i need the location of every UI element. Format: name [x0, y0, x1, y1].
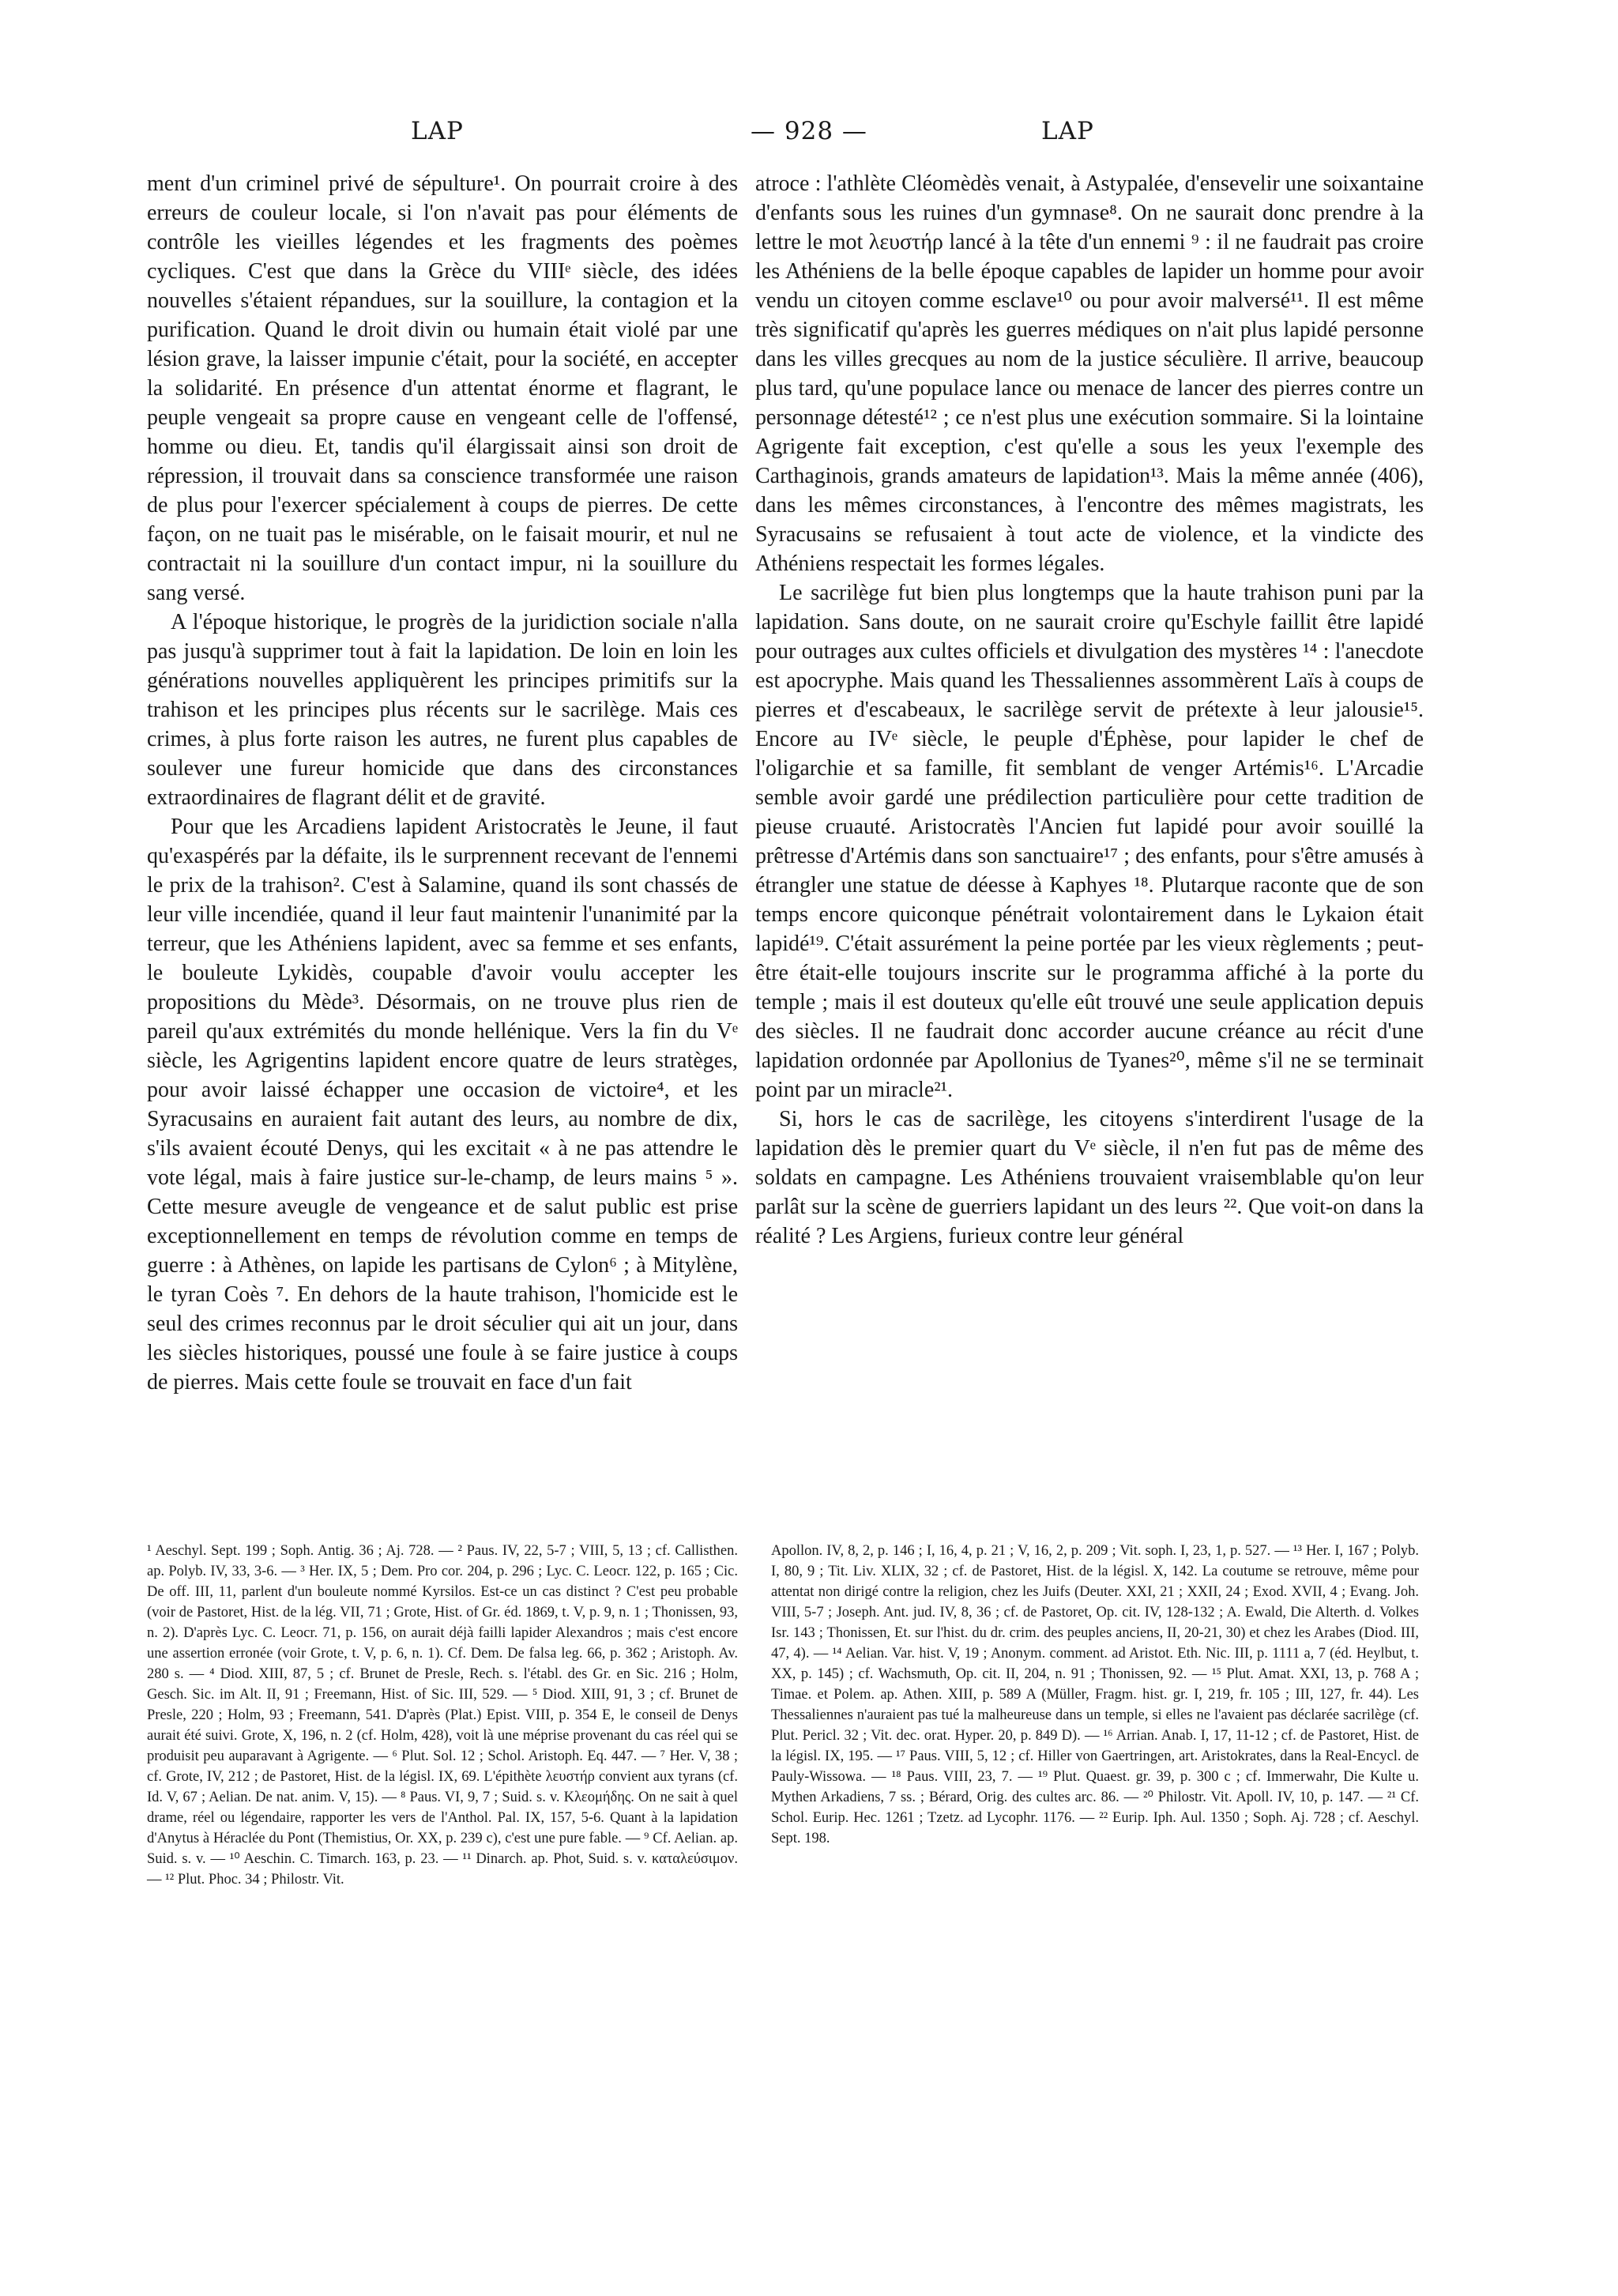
page-number: — 928 — [751, 117, 867, 145]
left-column [147, 169, 738, 1397]
paragraph: Le sacrilège fut bien plus longtemps que la haute trahison puni par la lapidation. Sans doute, on ne saurait croire qu'Eschyle faillit être lapidé pour outrages aux cultes officiels et divulgation des mystères ¹⁴ : l'anecdote est apocryphe. Mais quand les Thessaliennes assommèrent Laïs à coups de pierres et d'escabeaux, le sacrilège servit de prétexte à leur jalousie¹⁵. Encore au IVᵉ siècle, le peuple d'Éphèse, pour lapider le chef de l'oligarchie et sa famille, fit semblant de venger Artémis¹⁶. L'Arcadie semble avoir gardé une prédilection particulière pour cette tradition de pieuse cruauté. Aristocratès l'Ancien fut lapidé pour avoir souillé la prêtresse d'Artémis dans son sanctuaire¹⁷ ; des enfants, pour s'être amusés à étrangler une statue de déesse à Kaphyes ¹⁸. Plutarque raconte que de son temps encore quiconque pénétrait volontairement dans le Lykaion était lapidé¹⁹. C'était assurément la peine portée par les vieux règlements ; peut-être était-elle toujours inscrite sur le programma affiché à la porte du temple ; mais il est douteux qu'elle eût trouvé une seule application depuis des siècles. Il ne faudrait donc accorder aucune créance au récit d'une lapidation ordonnée par Apollonius de Tyanes²⁰, même s'il ne se terminait point par un miracle²¹. [755, 581, 1424, 1102]
paragraph: atroce : l'athlète Cléomèdès venait, à Astypalée, d'ensevelir une soixantaine d'enfants sous les ruines d'un gymnase⁸. On ne saurait donc prendre à la lettre le mot λευστήρ lancé à la tête d'un ennemi ⁹ : il ne faudrait pas croire les Athéniens de la belle époque capables de lapider un homme pour avoir vendu un citoyen comme esclave¹⁰ ou pour avoir malversé¹¹. Il est même très significatif qu'après les guerres médiques on n'ait plus lapidé personne dans les villes grecques au nom de la justice séculière. Il arrive, beaucoup plus tard, qu'une populace lance ou menace de lancer des pierres contre un personnage détesté¹² ; ce n'est plus une exécution sommaire. Si la lointaine Agrigente fait exception, c'est qu'elle a sous les yeux l'exemple des Carthaginois, grands amateurs de lapidation¹³. Mais la même année (406), dans les mêmes circonstances, à l'encontre des mêmes magistrats, les Syracusains se refusaient à tout acte de violence, et la vindicte des Athéniens respectait les formes légales. [755, 171, 1424, 576]
footnote-block: Apollon. IV, 8, 2, p. 146 ; I, 16, 4, p. 21 ; V, 16, 2, p. 209 ; Vit. soph. I, 23, 1, p. 527. — ¹³ Her. I, 167 ; Polyb. I, 80, 9 ; Tit. Liv. XLIX, 32 ; cf. de Pastoret, Hist. de la législ. X, 142. La coutume se retrouve, même pour attentat non dirigé contre la religion, chez les Juifs (Deuter. XXI, 21 ; XXII, 24 ; Exod. XVII, 4 ; Evang. Joh. VIII, 5-7 ; Joseph. Ant. jud. IV, 8, 36 ; cf. de Pastoret, Op. cit. IV, 128-132 ; A. Ewald, Die Alterth. d. Volkes Isr. 143 ; Thonissen, Et. sur l'hist. du dr. crim. des peuples anciens, II, 20-21, 30) et chez les Arabes (Diod. III, 47, 4). — ¹⁴ Aelian. Var. hist. V, 19 ; Anonym. comment. ad Aristot. Eth. Nic. III, p. 1111 a, 7 (éd. Heylbut, t. XX, p. 145) ; cf. Wachsmuth, Op. cit. II, 204, n. 91 ; Thonissen, 92. — ¹⁵ Plut. Amat. XXI, 13, p. 768 A ; Timae. et Polem. ap. Athen. XIII, p. 589 A (Müller, Fragm. hist. gr. I, 219, fr. 105 ; III, 127, fr. 44). Les Thessaliennes n'auraient pas tué la malheureuse dans un temple, si elles ne l'avaient pas déclarée sacrilège (cf. Plut. Pericl. 32 ; Vit. dec. orat. Hyper. 20, p. 849 D). — ¹⁶ Arrian. Anab. I, 17, 11-12 ; cf. de Pastoret, Hist. de la législ. IX, 195. — ¹⁷ Paus. VIII, 5, 12 ; cf. Hiller von Gaertringen, art. Aristokrates, dans la Real-Encycl. de Pauly-Wissowa. — ¹⁸ Paus. VIII, 23, 7. — ¹⁹ Plut. Quaest. gr. 39, p. 300 c ; cf. Immerwahr, Die Kulte u. Mythen Arkadiens, 7 ss. ; Bérard, Orig. des cultes arc. 86. — ²⁰ Philostr. Vit. Apoll. IV, 10, p. 147. — ²¹ Cf. Schol. Eurip. Hec. 1261 ; Tzetz. ad Lycophr. 1176. — ²² Eurip. Iph. Aul. 1350 ; Soph. Aj. 728 ; cf. Aeschyl. Sept. 198. [771, 1543, 1419, 1846]
paragraph: Si, hors le cas de sacrilège, les citoyens s'interdirent l'usage de la lapidation dès le premier quart du Vᵉ siècle, il n'en fut pas de même des soldats en campagne. Les Athéniens trouvaient vraisemblable qu'on leur parlât sur la scène de guerriers lapidant un des leurs ²². Que voit-on dans la réalité ? Les Argiens, furieux contre leur général [755, 1107, 1424, 1248]
paragraph: A l'époque historique, le progrès de la juridiction sociale n'alla pas jusqu'à supprimer tout à fait la lapidation. De loin en loin les générations nouvelles appliquèrent les principes primitifs sur la trahison et les principes plus récents sur le sacrilège. Mais ces crimes, à plus forte raison les autres, ne furent plus capables de soulever une fureur homicide que dans des circonstances extraordinaires de flagrant délit et de gravité. [147, 610, 738, 810]
footnote-block: ¹ Aeschyl. Sept. 199 ; Soph. Antig. 36 ; Aj. 728. — ² Paus. IV, 22, 5-7 ; VIII, 5, 13 ; cf. Callisthen. ap. Polyb. IV, 33, 3-6. — ³ Her. IX, 5 ; Dem. Pro cor. 204, p. 296 ; Lyc. C. Leocr. 122, p. 165 ; Cic. De off. III, 11, parlent d'un bouleute nommé Kyrsilos. Est-ce un cas distinct ? C'est peu probable (voir de Pastoret, Hist. de la lég. VII, 71 ; Grote, Hist. of Gr. éd. 1869, t. V, p. 9, n. 1 ; Thonissen, 93, n. 2). D'après Lyc. C. Leocr. 71, p. 156, on aurait déjà failli lapider Alexandros ; mais c'est encore une assertion erronée (voir Grote, t. V, p. 6, n. 1). Cf. Dem. De falsa leg. 66, p. 362 ; Aristoph. Av. 280 s. — ⁴ Diod. XIII, 87, 5 ; cf. Brunet de Presle, Rech. s. l'établ. des Gr. en Sic. 216 ; Holm, Gesch. Sic. im Alt. II, 91 ; Freemann, Hist. of Sic. III, 529. — ⁵ Diod. XIII, 91, 3 ; cf. Brunet de Presle, 220 ; Holm, 93 ; Freemann, 541. D'après (Plat.) Epist. VIII, p. 354 E, le conseil de Denys aurait été suivi. Grote, X, 196, n. 2 (cf. Holm, 428), voit là une méprise provenant du cas réel qui se produisit peu auparavant à Agrigente. — ⁶ Plut. Sol. 12 ; Schol. Aristoph. Eq. 447. — ⁷ Her. V, 38 ; cf. Grote, IV, 212 ; de Pastoret, Hist. de la législ. IX, 69. L'épithète λευστήρ convient aux tyrans (cf. Id. V, 67 ; Aelian. De nat. anim. V, 15). — ⁸ Paus. VI, 9, 7 ; Suid. s. v. Κλεομήδης. On ne sait à quel drame, réel ou légendaire, rapporter les vers de l'Anthol. Pal. IX, 157, 5-6. Quant à la lapidation d'Anytus à Héraclée du Pont (Themistius, Or. XX, p. 239 c), c'est une pure fable. — ⁹ Cf. Aelian. ap. Suid. s. v. — ¹⁰ Aeschin. C. Timarch. 163, p. 23. — ¹¹ Dinarch. ap. Phot, Suid. s. v. καταλεύσιμον. — ¹² Plut. Phoc. 34 ; Philostr. Vit. [147, 1543, 738, 1888]
footnotes-right [771, 1541, 1419, 1849]
paragraph: ment d'un criminel privé de sépulture¹. On pourrait croire à des erreurs de couleur locale, si l'on n'avait pas pour éléments de contrôle les vieilles légendes et les fragments des poèmes cycliques. C'est que dans la Grèce du VIIIᵉ siècle, des idées nouvelles s'étaient répandues, sur la souillure, la contagion et la purification. Quand le droit divin ou humain était violé par une lésion grave, la laisser impunie c'était, pour la société, en accepter la solidarité. En présence d'un attentat énorme et flagrant, le peuple vengeait sa propre cause en vengeant celle de l'offensé, homme ou dieu. Et, tandis qu'il élargissait ainsi son droit de répression, il trouvait dans sa conscience transformée une raison de plus pour l'exercer spécialement à coups de pierres. De cette façon, on ne tuait pas le misérable, on le faisait mourir, et nul ne contractait ni la souillure d'un contact impur, ni la souillure du sang versé. [147, 171, 738, 605]
right-column [755, 169, 1424, 1251]
running-head-right: LAP [1041, 117, 1094, 145]
footnotes-left [147, 1541, 738, 1890]
paragraph: Pour que les Arcadiens lapident Aristocratès le Jeune, il faut qu'exaspérés par la défaite, ils le surprennent recevant de l'ennemi le prix de la trahison². C'est à Salamine, quand ils sont chassés de leur ville incendiée, quand il leur faut maintenir l'unanimité par la terreur, que les Athéniens lapident, avec sa femme et ses enfants, le bouleute Lykidès, coupable d'avoir voulu accepter les propositions du Mède³. Désormais, on ne trouve plus rien de pareil qu'aux extrémités du monde hellénique. Vers la fin du Vᵉ siècle, les Agrigentins lapident encore quatre de leurs stratèges, pour avoir laissé échapper une occasion de victoire⁴, et les Syracusains en auraient fait autant des leurs, au nombre de dix, s'ils avaient écouté Denys, qui les excitait « à ne pas attendre le vote légal, mais à faire justice sur-le-champ, de leurs mains ⁵ ». Cette mesure aveugle de vengeance et de salut public est prise exceptionnellement en temps de révolution comme en temps de guerre : à Athènes, on lapide les partisans de Cylon⁶ ; à Mitylène, le tyran Coès ⁷. En dehors de la haute trahison, l'homicide est le seul des crimes reconnus par le droit séculier qui ait un jour, dans les siècles historiques, poussé une foule à se faire justice à coups de pierres. Mais cette foule se trouvait en face d'un fait [147, 815, 738, 1395]
running-head-left: LAP [411, 117, 464, 145]
